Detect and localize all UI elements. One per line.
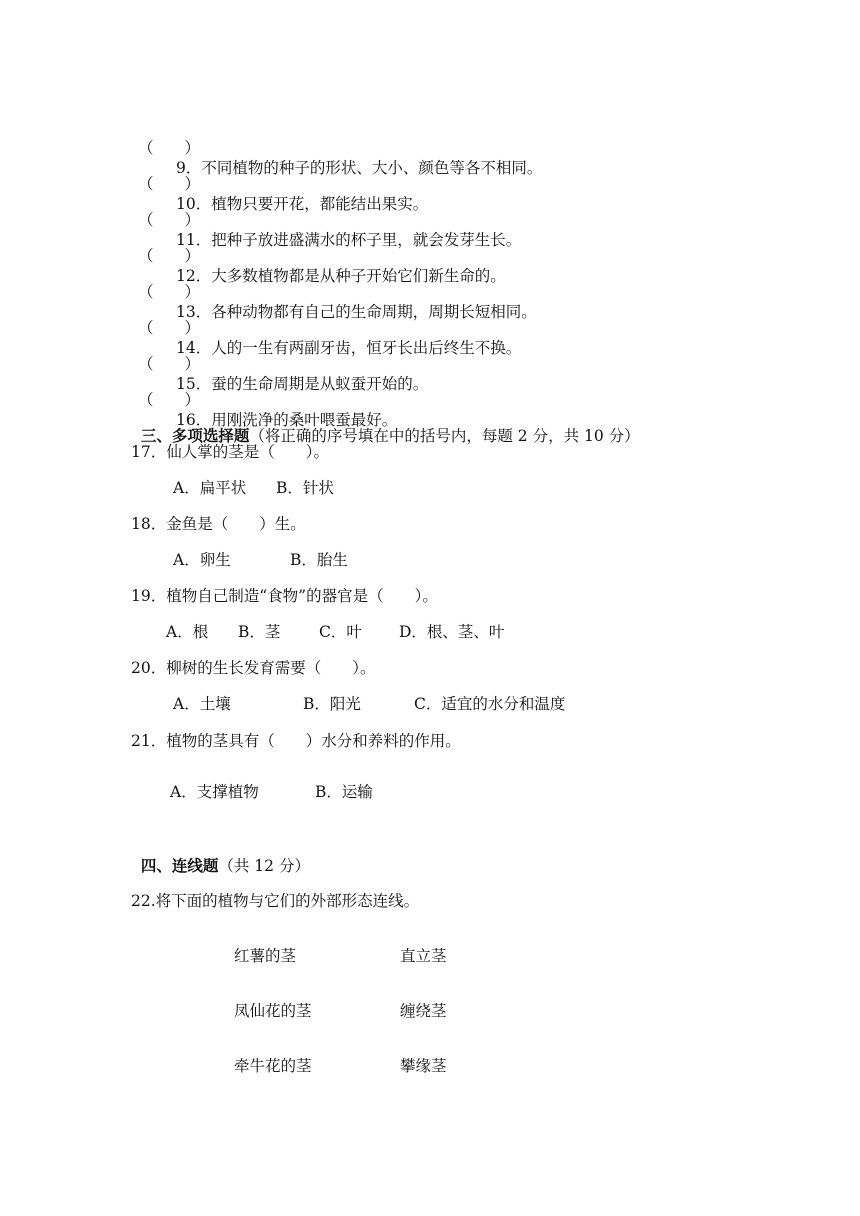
- section3-note: （将正确的序号填在中的括号内，每题 2 分，共 10 分）: [249, 427, 640, 445]
- matching-right-item[interactable]: 直立茎: [400, 947, 447, 965]
- tf-text: 15．蚕的生命周期是从蚁蚕开始的。: [176, 375, 429, 393]
- matching-left-item[interactable]: 凤仙花的茎: [234, 1002, 312, 1020]
- option-b[interactable]: B．胎生: [290, 551, 348, 569]
- question-19-stem: 19．植物自己制造“食物”的器官是（ ）。: [131, 587, 438, 605]
- tf-text: 11．把种子放进盛满水的杯子里，就会发芽生长。: [176, 231, 522, 249]
- section4-heading: [131, 836, 310, 876]
- answer-blank[interactable]: （ ）: [138, 139, 201, 157]
- answer-blank[interactable]: （ ）: [138, 319, 201, 337]
- matching-left-item[interactable]: 牵牛花的茎: [234, 1057, 312, 1075]
- question-17-stem: 17．仙人掌的茎是（ ）。: [131, 443, 329, 461]
- matching-left-item[interactable]: 红薯的茎: [234, 947, 297, 965]
- option-a[interactable]: A．扁平状: [173, 479, 247, 497]
- tf-text: 9．不同植物的种子的形状、大小、颜色等各不相同。: [176, 159, 543, 177]
- option-b[interactable]: B．茎: [238, 623, 281, 641]
- section4-title: 四、连线题: [140, 857, 219, 875]
- option-b[interactable]: B．阳光: [303, 695, 361, 713]
- answer-blank[interactable]: （ ）: [138, 211, 201, 229]
- matching-right-item[interactable]: 缠绕茎: [400, 1002, 447, 1020]
- option-a[interactable]: A．根: [166, 623, 209, 641]
- option-c[interactable]: C．叶: [319, 623, 362, 641]
- option-c[interactable]: C．适宜的水分和温度: [414, 695, 566, 713]
- tf-text: 16．用刚洗净的桑叶喂蚕最好。: [176, 411, 398, 429]
- question-20-stem: 20．柳树的生长发育需要（ ）。: [131, 659, 376, 677]
- tf-text: 14．人的一生有两副牙齿，恒牙长出后终生不换。: [176, 339, 522, 357]
- question-21-stem: 21．植物的茎具有（ ）水分和养料的作用。: [131, 732, 461, 750]
- question-18-stem: 18．金鱼是（ ）生。: [131, 515, 306, 533]
- answer-blank[interactable]: （ ）: [138, 283, 201, 301]
- option-b[interactable]: B．针状: [276, 479, 334, 497]
- tf-text: 12．大多数植物都是从种子开始它们新生命的。: [176, 267, 506, 285]
- section3-heading: [131, 406, 640, 446]
- answer-blank[interactable]: （ ）: [138, 247, 201, 265]
- question-22-stem: 22.将下面的植物与它们的外部形态连线。: [131, 892, 420, 910]
- section3-title: 三、多项选择题: [140, 427, 250, 445]
- section4-note: （共 12 分）: [218, 857, 310, 875]
- answer-blank[interactable]: （ ）: [138, 391, 201, 409]
- tf-text: 10．植物只要开花，都能结出果实。: [176, 195, 429, 213]
- answer-blank[interactable]: （ ）: [138, 175, 201, 193]
- matching-right-item[interactable]: 攀缘茎: [400, 1057, 447, 1075]
- option-b[interactable]: B．运输: [315, 783, 373, 801]
- tf-text: 13．各种动物都有自己的生命周期，周期长短相同。: [176, 303, 537, 321]
- option-d[interactable]: D．根、茎、叶: [399, 623, 505, 641]
- option-a[interactable]: A．土壤: [173, 695, 231, 713]
- answer-blank[interactable]: （ ）: [138, 355, 201, 373]
- option-a[interactable]: A．支撑植物: [170, 783, 259, 801]
- option-a[interactable]: A．卵生: [173, 551, 231, 569]
